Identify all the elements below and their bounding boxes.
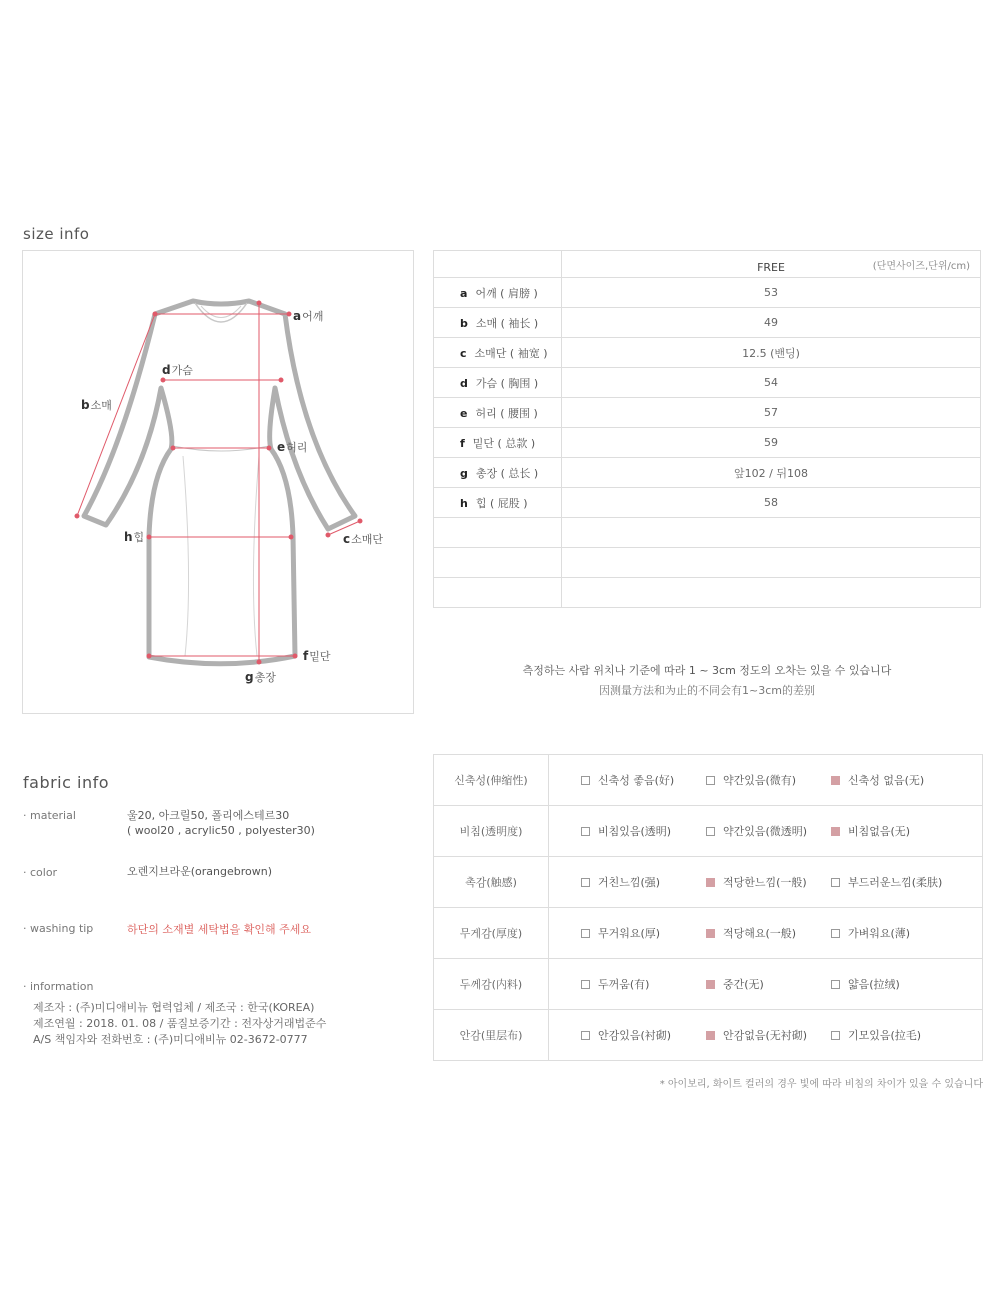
checkbox [831,929,840,938]
checkbox [581,1031,590,1040]
checkbox-checked [831,827,840,836]
label-sleeve: b소매 [81,398,112,412]
fabric-row: 비침(透明度) 비침있음(透明) 약간있음(微透明) 비침없음(无) [434,806,983,857]
table-row: b 소매 ( 袖长 ) 49 [434,308,981,338]
label-hem: f밑단 [303,649,331,663]
checkbox-checked [706,929,715,938]
size-table-header [434,251,981,278]
checkbox [706,827,715,836]
checkbox [581,878,590,887]
unit-note: (단면사이즈,단위/cm) [872,261,970,272]
table-row: e 허리 ( 腰围 ) 57 [434,398,981,428]
checkbox [581,827,590,836]
information-lines: 제조자 : (주)미디애비뉴 협력업체 / 제조국 : 한국(KOREA) 제조연월 : 2018. 01. 08 / 품질보증기간 : 전자상거래법준수 A/S 책임자와 전화번호 : (주)미디애비뉴 02-3672-0777 [33,1001,327,1046]
fabric-row: 신축성(伸缩性) 신축성 좋음(好) 약간있음(微有) 신축성 없음(无) [434,755,983,806]
checkbox [581,929,590,938]
checkbox [706,776,715,785]
table-row-empty [434,578,981,608]
fabric-row: 무게감(厚度) 무거워요(厚) 적당해요(一般) 가벼워요(薄) [434,908,983,959]
fabric-row: 두께감(内料) 두꺼움(有) 중간(无) 얇음(拉绒) [434,959,983,1010]
size-info-title: size info [23,225,90,243]
table-row-empty [434,518,981,548]
checkbox-checked [831,776,840,785]
table-row: d 가슴 ( 胸围 ) 54 [434,368,981,398]
checkbox [831,1031,840,1040]
size-name: FREE [757,260,785,274]
fabric-info-title: fabric info [23,773,110,792]
label-shoulder: a어깨 [293,309,324,323]
material-key: · material [23,809,76,822]
label-length: g총장 [245,670,276,684]
table-row: h 힙 ( 屁股 ) 58 [434,488,981,518]
checkbox [581,980,590,989]
checkbox [581,776,590,785]
washing-value: 하단의 소재별 세탁법을 확인해 주세요 [127,923,312,936]
dress-illustration [23,251,415,715]
checkbox-checked [706,878,715,887]
table-row: f 밑단 ( 总款 ) 59 [434,428,981,458]
label-waist: e허리 [277,440,308,454]
color-value: 오렌지브라운(orangebrown) [127,865,273,878]
checkbox [831,980,840,989]
measurement-note-ko: 측정하는 사람 위치나 기준에 따라 1 ~ 3cm 정도의 오차는 있을 수 있습니다 [522,664,892,677]
table-row-empty [434,548,981,578]
label-chest: d가슴 [162,363,193,377]
garment-diagram [22,250,414,714]
material-value: 울20, 아크릴50, 폴리에스테르30 ( wool20 , acrylic50 , polyester30) [127,809,315,837]
color-key: · color [23,866,58,879]
checkbox [831,878,840,887]
fabric-row: 촉감(触感) 거친느낌(强) 적당한느낌(一般) 부드러운느낌(柔肤) [434,857,983,908]
information-key: · information [23,980,94,993]
fabric-footnote: * 아이보리, 화이트 컬러의 경우 빛에 따라 비침의 차이가 있을 수 있습니다 [659,1079,983,1090]
fabric-table [433,754,983,1061]
table-row: a 어깨 ( 肩膀 ) 53 [434,278,981,308]
label-hip: h힙 [124,530,145,544]
fabric-row: 안감(里层布) 안감있음(衬砌) 안감없음(无衬砌) 기모있음(拉毛) [434,1010,983,1061]
washing-key: · washing tip [23,922,94,935]
measurement-note-zh: 因测量方法和为止的不同会有1~3cm的差别 [599,684,815,697]
checkbox-checked [706,980,715,989]
checkbox-checked [706,1031,715,1040]
size-table [433,250,981,608]
table-row: g 총장 ( 总长 ) 앞102 / 뒤108 [434,458,981,488]
label-cuff: c소매단 [343,532,384,546]
table-row: c 소매단 ( 袖宽 ) 12.5 (밴딩) [434,338,981,368]
